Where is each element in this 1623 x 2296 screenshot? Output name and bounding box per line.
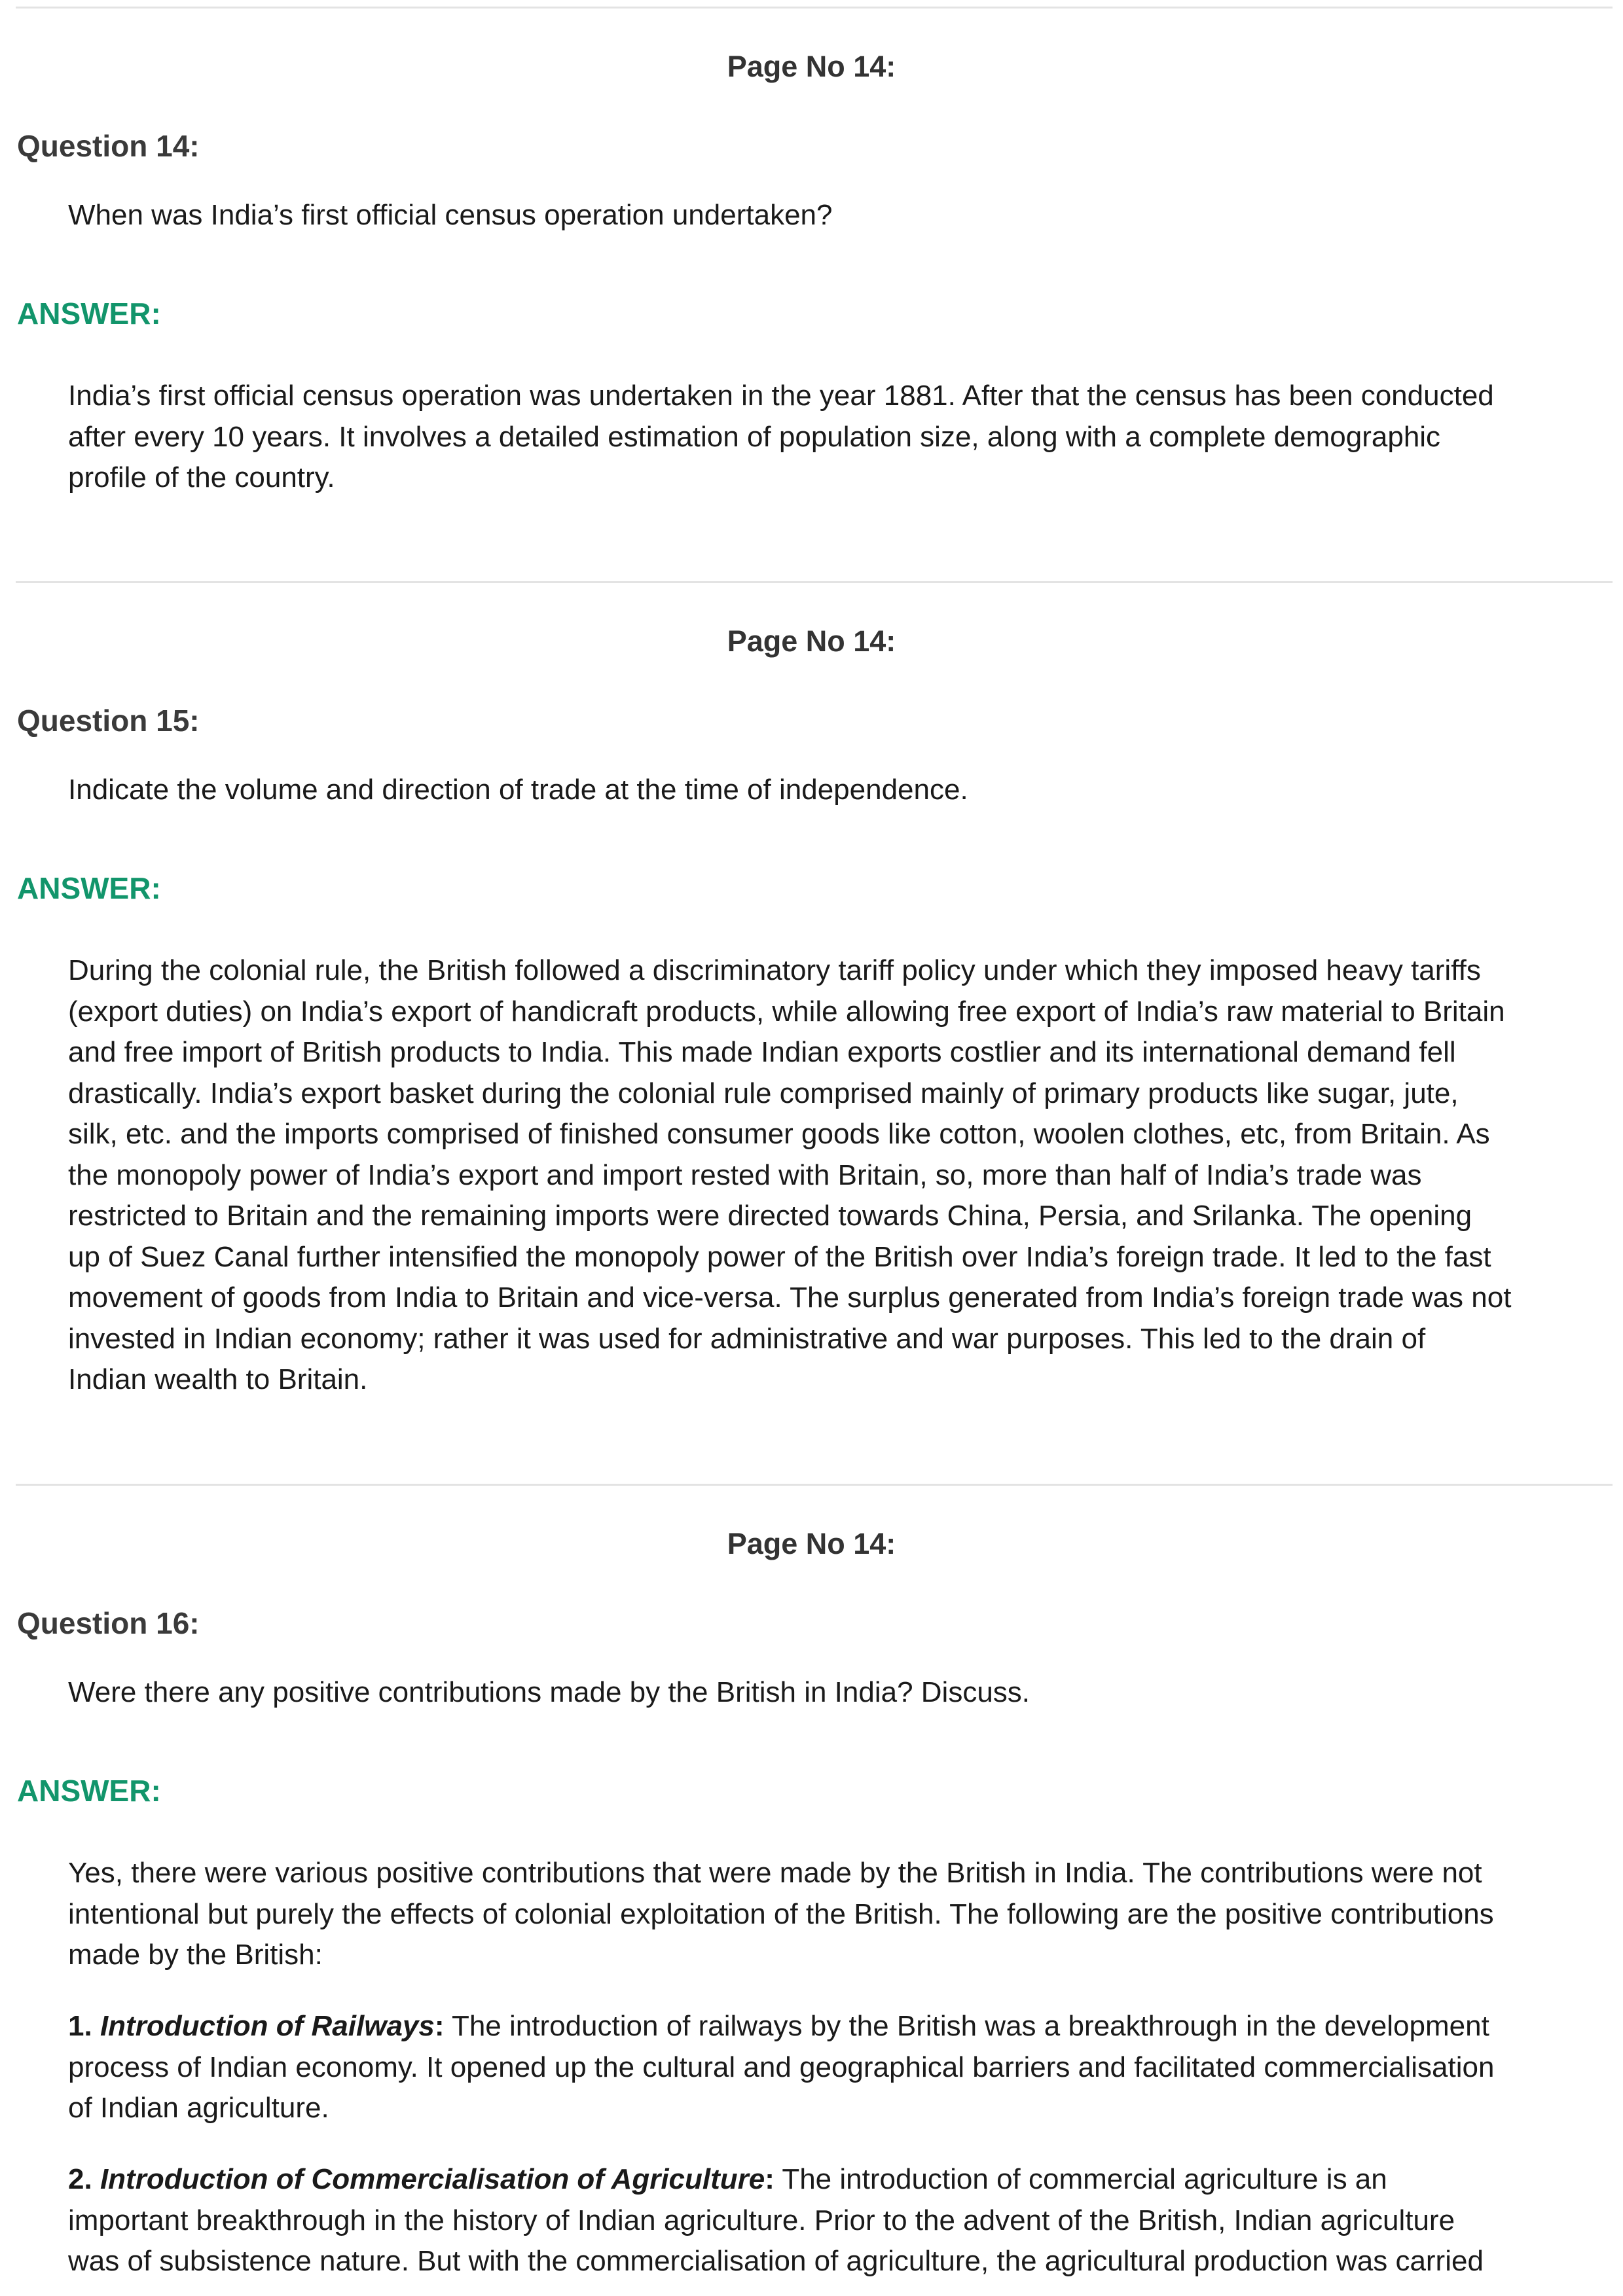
answer-text (68, 376, 1610, 499)
answer-text (68, 1853, 1610, 1976)
answer-line: (export duties) on India’s export of handicraft products, while allowing free export of India’s raw material to Britain (68, 995, 1505, 1028)
contribution-point-first-line (68, 2006, 1610, 2047)
point-text: The introduction of commercial agriculture is an (774, 2163, 1387, 2195)
answer-line: the monopoly power of India’s export and import rested with Britain, so, more than half of India’s trade was (68, 1158, 1422, 1191)
question-label: Question 15: (17, 704, 200, 738)
point-line: important breakthrough in the history of Indian agriculture. Prior to the advent of the British, Indian agriculture (68, 2204, 1455, 2236)
answer-line: India’s first official census operation was undertaken in the year 1881. After that the census has been conducted (68, 380, 1494, 412)
contribution-point-first-line (68, 2159, 1610, 2200)
answer-line: Indian wealth to Britain. (68, 1363, 368, 1395)
point-colon: : (765, 2163, 775, 2195)
answer-line: intentional but purely the effects of colonial exploitation of the British. The following are the positive contributions (68, 1897, 1494, 1930)
page-number-heading: Page No 14: (727, 624, 896, 658)
answer-line: profile of the country. (68, 461, 335, 493)
question-label: Question 14: (17, 129, 200, 163)
point-line: was of subsistence nature. But with the commercialisation of agriculture, the agricultural production was carried (68, 2245, 1484, 2277)
point-number: 1. (68, 2010, 92, 2042)
answer-line: invested in Indian economy; rather it was used for administrative and war purposes. This led to the drain of (68, 1322, 1426, 1355)
section-divider (16, 581, 1613, 583)
point-text: The introduction of railways by the British was a breakthrough in the development (444, 2010, 1489, 2042)
section-divider (16, 1484, 1613, 1486)
answer-label: ANSWER: (17, 1774, 161, 1808)
point-title: Introduction of Commercialisation of Agriculture (100, 2163, 765, 2195)
answer-line: up of Suez Canal further intensified the monopoly power of the British over India’s foreign trade. It led to the fast (68, 1240, 1491, 1273)
question-text: Were there any positive contributions made by the British in India? Discuss. (68, 1676, 1030, 1708)
section-divider (16, 7, 1613, 9)
answer-line: During the colonial rule, the British followed a discriminatory tariff policy under which they imposed heavy tariffs (68, 954, 1481, 986)
answer-line: and free import of British products to India. This made Indian exports costlier and its international demand fell (68, 1036, 1456, 1068)
answer-line: silk, etc. and the imports comprised of finished consumer goods like cotton, woolen clothes, etc, from Britain. As (68, 1118, 1490, 1150)
contribution-point (68, 2006, 1610, 2129)
answer-label: ANSWER: (17, 296, 161, 331)
point-title: Introduction of Railways (100, 2010, 435, 2042)
question-text: When was India’s first official census operation undertaken? (68, 199, 833, 231)
question-text: Indicate the volume and direction of trade at the time of independence. (68, 774, 968, 806)
point-number: 2. (68, 2163, 92, 2195)
contribution-point (68, 2159, 1610, 2282)
answer-line: Yes, there were various positive contributions that were made by the British in India. The contributions were not (68, 1857, 1482, 1889)
answer-line: drastically. India’s export basket during the colonial rule comprised mainly of primary products like sugar, jute, (68, 1077, 1459, 1109)
answer-label: ANSWER: (17, 871, 161, 905)
page-number-heading: Page No 14: (727, 1527, 896, 1560)
answer-text (68, 950, 1610, 1401)
answer-line: movement of goods from India to Britain and vice-versa. The surplus generated from India’s foreign trade was not (68, 1282, 1512, 1314)
page-number-heading: Page No 14: (727, 50, 896, 83)
question-label: Question 16: (17, 1606, 200, 1640)
answer-line: made by the British: (68, 1939, 323, 1971)
point-colon: : (434, 2010, 445, 2042)
answer-line: restricted to Britain and the remaining imports were directed towards China, Persia, and Srilanka. The opening (68, 1200, 1472, 1232)
point-line: of Indian agriculture. (68, 2092, 329, 2124)
answer-line: after every 10 years. It involves a detailed estimation of population size, along with a complete demographic (68, 420, 1441, 453)
point-line: process of Indian economy. It opened up the cultural and geographical barriers and facilitated commercialisation (68, 2051, 1495, 2083)
